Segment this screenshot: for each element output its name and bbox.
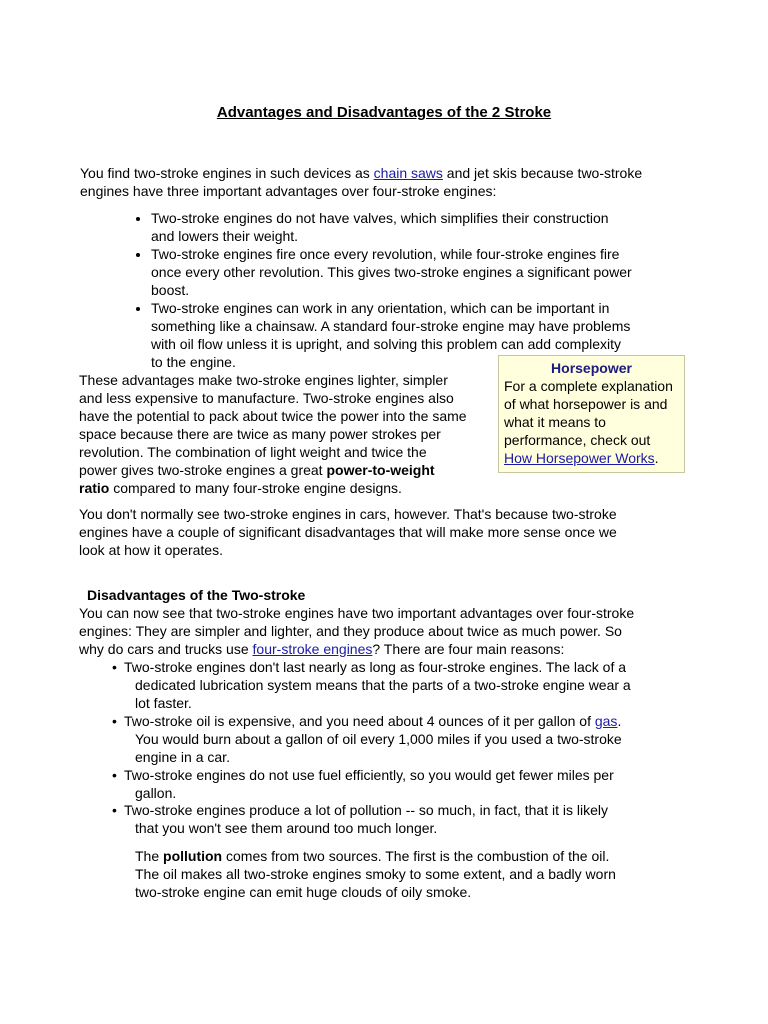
- cars-line-1: You don't normally see two-stroke engines in cars, however. That's because two-stroke: [79, 506, 617, 522]
- disadv-intro-line-2: engines: They are simpler and lighter, and they produce about twice as much power. So: [79, 623, 622, 639]
- lighter-paragraph: [79, 371, 499, 497]
- disadvantage-2-line-3: engine in a car.: [135, 749, 230, 765]
- cars-paragraph: [79, 505, 699, 559]
- list-item: [112, 801, 682, 837]
- bullet-icon: •: [112, 802, 117, 818]
- disadvantage-3-line-1: Two-stroke engines do not use fuel efficiently, so you would get fewer miles per: [124, 767, 614, 783]
- cars-line-3: look at how it operates.: [79, 542, 223, 558]
- bullet-icon: •: [112, 713, 117, 729]
- advantage-1-line-1: Two-stroke engines do not have valves, which simplifies their construction: [151, 210, 609, 226]
- intro-paragraph: [80, 164, 700, 200]
- disadvantages-heading: Disadvantages of the Two-stroke: [87, 587, 306, 603]
- advantage-2-line-2: once every other revolution. This gives two-stroke engines a significant power: [151, 264, 632, 280]
- disadv-intro-line-3: why do cars and trucks use: [79, 641, 253, 657]
- horsepower-line-3: what it means to: [504, 414, 606, 430]
- disadvantage-4-line-2: that you won't see them around too much longer.: [135, 820, 438, 836]
- pollution-line-1-start: The: [135, 848, 164, 864]
- advantage-2-line-3: boost.: [151, 282, 190, 298]
- four-stroke-engines-link[interactable]: four-stroke engines: [252, 641, 373, 657]
- pollution-paragraph: [135, 847, 695, 901]
- disadvantage-1-line-3: lot faster.: [135, 695, 192, 711]
- horsepower-line-2: of what horsepower is and: [504, 396, 668, 412]
- disadvantage-2-line-2: You would burn about a gallon of oil every 1,000 miles if you used a two-stroke: [135, 731, 622, 747]
- disadvantage-4-line-1: Two-stroke engines produce a lot of pollution -- so much, in fact, that it is likely: [124, 802, 609, 818]
- pollution-line-1-end: comes from two sources. The first is the combustion of the oil.: [222, 848, 610, 864]
- advantage-3-line-1: Two-stroke engines can work in any orientation, which can be important in: [151, 300, 610, 316]
- cars-line-2: engines have a couple of significant disadvantages that will make more sense once we: [79, 524, 617, 540]
- bullet-icon: •: [112, 659, 117, 675]
- disadv-intro-line-3-end: ? There are four main reasons:: [372, 641, 565, 657]
- disadv-intro-line-1: You can now see that two-stroke engines have two important advantages over four-stroke: [79, 605, 635, 621]
- list-item: [112, 712, 682, 766]
- lighter-line-7: compared to many four-stroke engine designs.: [109, 480, 402, 496]
- advantage-3-line-3: with oil flow unless it is upright, and solving this problem can add complexity: [151, 336, 622, 352]
- intro-text-1: You find two-stroke engines in such devices as: [80, 165, 374, 181]
- horsepower-line-1: For a complete explanation: [504, 378, 673, 394]
- chain-saws-link[interactable]: chain saws: [373, 165, 443, 181]
- ratio-term: ratio: [79, 480, 110, 496]
- pollution-term: pollution: [163, 848, 223, 864]
- page-title: Advantages and Disadvantages of the 2 Stroke: [216, 104, 552, 121]
- list-item: [112, 766, 682, 802]
- lighter-line-1: These advantages make two-stroke engines lighter, simpler: [79, 372, 448, 388]
- lighter-line-5: revolution. The combination of light weight and twice the: [79, 444, 427, 460]
- horsepower-heading: Horsepower: [551, 360, 632, 376]
- how-horsepower-works-link[interactable]: How Horsepower Works: [504, 450, 655, 466]
- horsepower-period: .: [654, 450, 659, 466]
- pollution-line-3: two-stroke engine can emit huge clouds of oily smoke.: [135, 884, 472, 900]
- lighter-line-3: have the potential to pack about twice the power into the same: [79, 408, 467, 424]
- pollution-line-2: The oil makes all two-stroke engines smoky to some extent, and a badly worn: [135, 866, 616, 882]
- list-item: [151, 245, 741, 299]
- advantage-3-line-2: something like a chainsaw. A standard four-stroke engine may have problems: [151, 318, 631, 334]
- disadvantage-2-period: .: [617, 713, 622, 729]
- disadvantage-3-line-2: gallon.: [135, 785, 177, 801]
- list-item: [112, 658, 682, 712]
- disadvantage-2-line-1: [112, 712, 682, 730]
- power-to-weight-term: power-to-weight: [326, 462, 435, 478]
- gas-link[interactable]: gas: [594, 713, 618, 729]
- horsepower-sidebar: [498, 355, 685, 473]
- lighter-line-2: and less expensive to manufacture. Two-stroke engines also: [79, 390, 454, 406]
- bullet-icon: •: [112, 767, 117, 783]
- disadvantage-1-line-1: Two-stroke engines don't last nearly as long as four-stroke engines. The lack of a: [124, 659, 627, 675]
- advantage-3-line-4: to the engine.: [151, 354, 236, 370]
- disadvantage-2-text: Two-stroke oil is expensive, and you need about 4 ounces of it per gallon of: [124, 713, 595, 729]
- intro-text-2: and jet skis because two-stroke: [442, 165, 643, 181]
- disadvantage-1-line-2: dedicated lubrication system means that the parts of a two-stroke engine wear a: [135, 677, 631, 693]
- advantage-2-line-1: Two-stroke engines fire once every revolution, while four-stroke engines fire: [151, 246, 620, 262]
- intro-text-3: engines have three important advantages over four-stroke engines:: [80, 183, 497, 199]
- horsepower-line-4: performance, check out: [504, 432, 651, 448]
- lighter-line-6: power gives two-stroke engines a great: [79, 462, 327, 478]
- list-item: [151, 209, 741, 245]
- advantage-1-line-2: and lowers their weight.: [151, 228, 299, 244]
- advantages-list: [96, 209, 741, 371]
- disadvantages-intro: [79, 604, 699, 658]
- lighter-line-4: space because there are twice as many power strokes per: [79, 426, 441, 442]
